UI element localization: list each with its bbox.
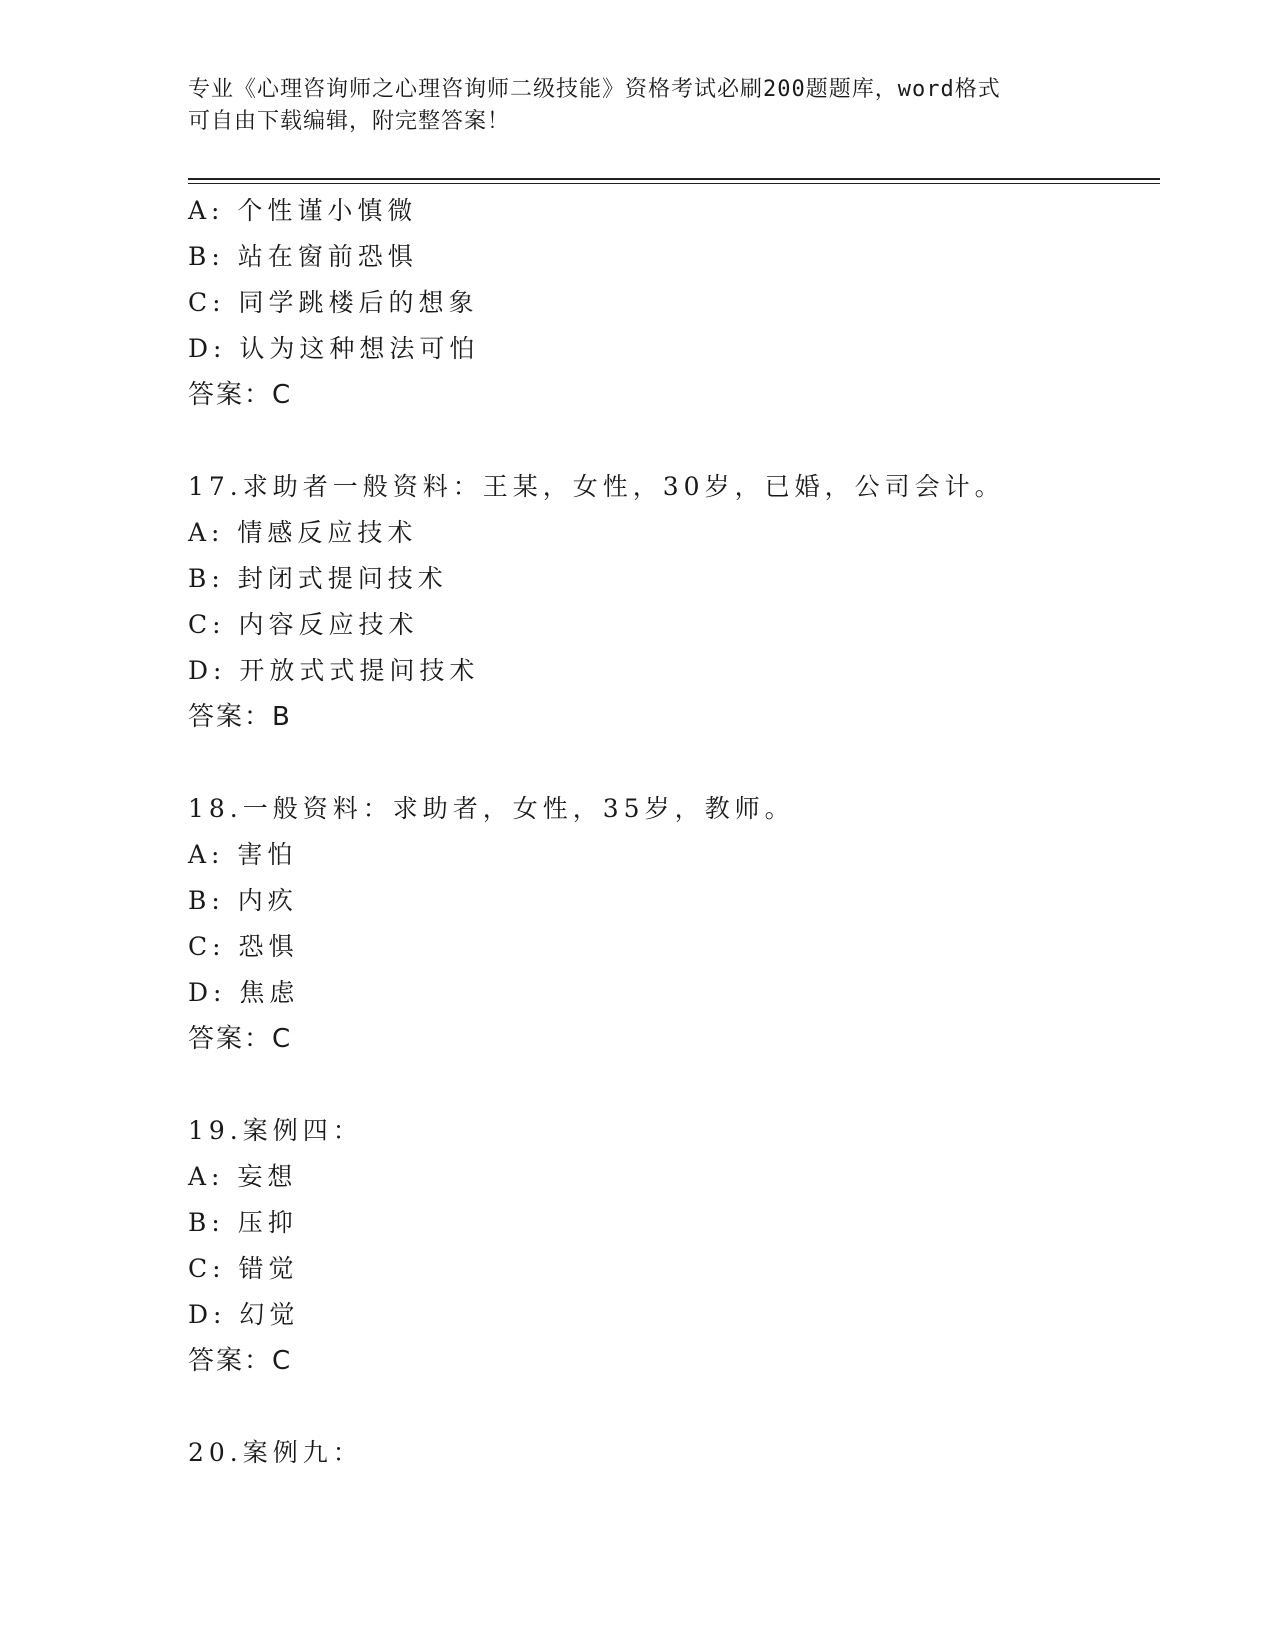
option-d: D: 幻觉 <box>188 1300 300 1329</box>
answer-line: 答案：B <box>188 702 292 732</box>
option-a: A: 个性谨小慎微 <box>188 196 418 225</box>
option-a: A: 妄想 <box>188 1162 298 1191</box>
option-c: C: 恐惧 <box>188 932 299 961</box>
question-19 <box>188 1108 1158 1384</box>
option-d: D: 开放式式提问技术 <box>188 656 480 685</box>
header-divider-thin <box>188 183 1160 184</box>
question-18 <box>188 786 1158 1062</box>
spacer <box>188 740 1158 786</box>
header-line-1: 专业《心理咨询师之心理咨询师二级技能》资格考试必刷200题题库，word格式 <box>188 77 1001 102</box>
option-b: B: 站在窗前恐惧 <box>188 242 418 271</box>
option-c: C: 同学跳楼后的想象 <box>188 288 479 317</box>
question-stem: 18.一般资料：求助者，女性，35岁，教师。 <box>188 794 795 823</box>
option-d: D: 焦虑 <box>188 978 300 1007</box>
answer-line: 答案：C <box>188 1024 293 1054</box>
question-stem: 19.案例四： <box>188 1116 363 1145</box>
option-d: D: 认为这种想法可怕 <box>188 334 480 363</box>
option-c: C: 内容反应技术 <box>188 610 419 639</box>
header-line-2: 可自由下载编辑，附完整答案！ <box>188 109 511 134</box>
spacer <box>188 418 1158 464</box>
option-c: C: 错觉 <box>188 1254 299 1283</box>
spacer <box>188 1384 1158 1430</box>
question-16-continued <box>188 188 1158 418</box>
question-stem: 17.求助者一般资料：王某，女性，30岁，已婚，公司会计。 <box>188 472 1005 501</box>
option-a: A: 情感反应技术 <box>188 518 418 547</box>
question-20 <box>188 1430 1158 1476</box>
option-b: B: 压抑 <box>188 1208 298 1237</box>
answer-line: 答案：C <box>188 1346 293 1376</box>
option-b: B: 内疚 <box>188 886 298 915</box>
answer-line: 答案：C <box>188 380 293 410</box>
option-a: A: 害怕 <box>188 840 298 869</box>
spacer <box>188 1062 1158 1108</box>
header-divider-thick <box>188 178 1160 180</box>
question-17 <box>188 464 1158 740</box>
option-b: B: 封闭式提问技术 <box>188 564 448 593</box>
document-header <box>188 74 1088 138</box>
question-stem: 20.案例九： <box>188 1438 363 1467</box>
question-list <box>188 188 1158 1476</box>
